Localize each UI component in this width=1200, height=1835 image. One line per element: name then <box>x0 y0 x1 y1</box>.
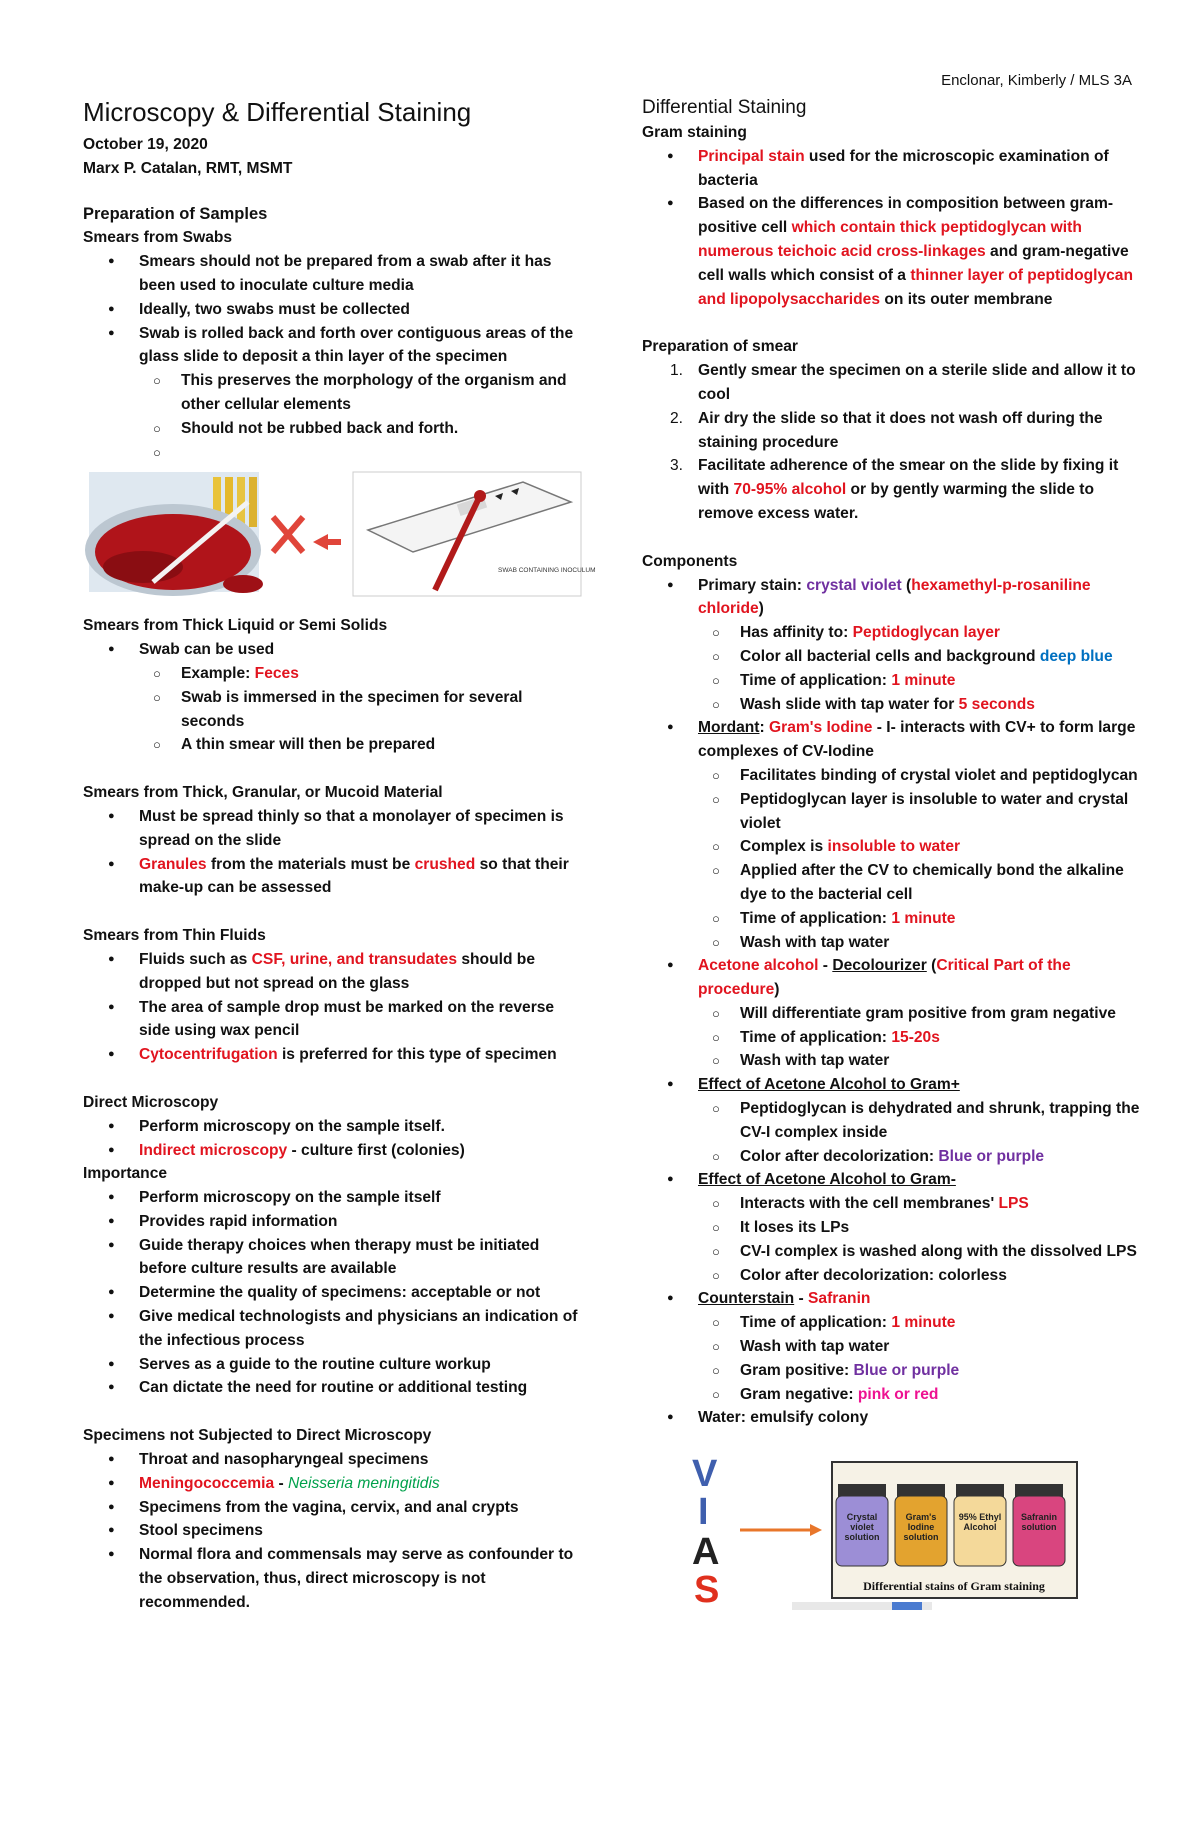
granular-heading: Smears from Thick, Granular, or Mucoid Material <box>83 784 443 802</box>
vias-figure <box>642 1452 1142 1612</box>
thick-list <box>83 638 588 757</box>
bottle-label: Gram's Iodine solution <box>903 1512 939 1543</box>
list-item: ● Determine the quality of specimens: acceptable or not <box>83 1281 588 1305</box>
vias-letter: A <box>692 1531 720 1574</box>
list-item: ● Water: emulsify colony <box>642 1406 1142 1430</box>
list-item: ● Effect of Acetone Alcohol to Gram+ <box>642 1073 1142 1097</box>
list-item: ○ It loses its LPs <box>642 1216 1142 1240</box>
list-item: ● Counterstain - Safranin <box>642 1287 1142 1311</box>
fig-caption: SWAB CONTAINING INOCULUM <box>498 567 596 575</box>
list-item: ● Swab can be used <box>83 638 588 662</box>
thick-heading: Smears from Thick Liquid or Semi Solids <box>83 617 388 635</box>
list-item: ● Can dictate the need for routine or additional testing <box>83 1376 588 1400</box>
list-item: ● Principal stain used for the microscopic examination of bacteria <box>642 145 1142 193</box>
list-item: ○ Will differentiate gram positive from gram negative <box>642 1002 1142 1026</box>
gram-stains-illustration <box>642 1452 1082 1612</box>
list-item: ● Provides rapid information <box>83 1210 588 1234</box>
list-item: 1. Gently smear the specimen on a sterile slide and allow it to cool <box>642 359 1142 407</box>
list-item: ● Normal flora and commensals may serve as confounder to the observation, thus, direct microscopy is not recommended. <box>83 1543 588 1614</box>
list-item: ○ Color after decolorization: Blue or purple <box>642 1145 1142 1169</box>
swabs-list <box>83 250 588 464</box>
right-column <box>642 95 1142 1612</box>
list-item: ○ Color after decolorization: colorless <box>642 1264 1142 1288</box>
list-item: ○ This preserves the morphology of the organism and other cellular elements <box>83 369 588 417</box>
list-item: ○ Should not be rubbed back and forth. <box>83 417 588 441</box>
list-item: ● The area of sample drop must be marked on the reverse side using wax pencil <box>83 996 588 1044</box>
list-item: ● Meningococcemia - Neisseria meningitidis <box>83 1472 588 1496</box>
list-item: ○ Wash with tap water <box>642 931 1142 955</box>
list-item: ● Perform microscopy on the sample itself. <box>83 1115 588 1139</box>
list-item: ○ Applied after the CV to chemically bond the alkaline dye to the bacterial cell <box>642 859 1142 907</box>
swabs-heading: Smears from Swabs <box>83 229 233 247</box>
list-item: ● Based on the differences in composition between gram-positive cell which contain thick peptidoglycan with numerous teichoic acid cross-linkages and gram-negative cell walls which consist of a thinner layer of peptidoglycan and lipopolysaccharides on its outer membrane <box>642 192 1142 311</box>
components-heading: Components <box>642 552 738 570</box>
importance-list <box>83 1186 588 1400</box>
list-item: ○ Gram positive: Blue or purple <box>642 1359 1142 1383</box>
list-item: ○ Complex is insoluble to water <box>642 835 1142 859</box>
list-item: ● Ideally, two swabs must be collected <box>83 298 588 322</box>
section-title: Differential Staining <box>642 97 807 118</box>
list-item: ● Effect of Acetone Alcohol to Gram- <box>642 1168 1142 1192</box>
gram-list <box>642 145 1142 312</box>
list-item: ● Serves as a guide to the routine culture workup <box>83 1353 588 1377</box>
list-item: 3. Facilitate adherence of the smear on the slide by fixing it with 70-95% alcohol or by gently warming the slide to remove excess water. <box>642 454 1142 525</box>
page-title: Microscopy & Differential Staining <box>83 97 472 127</box>
list-item: ● Fluids such as CSF, urine, and transudates should be dropped but not spread on the glass <box>83 948 588 996</box>
list-item: ● Cytocentrifugation is preferred for this type of specimen <box>83 1043 588 1067</box>
list-item: ○ CV-I complex is washed along with the dissolved LPS <box>642 1240 1142 1264</box>
list-item <box>83 441 588 465</box>
author-header: Enclonar, Kimberly / MLS 3A <box>941 72 1132 89</box>
list-item: ○ Example: Feces <box>83 662 588 686</box>
list-item: ○ Has affinity to: Peptidoglycan layer <box>642 621 1142 645</box>
list-item: ○ Swab is immersed in the specimen for several seconds <box>83 686 588 734</box>
direct-list <box>83 1115 588 1163</box>
thin-heading: Smears from Thin Fluids <box>83 927 266 945</box>
list-item: ● Perform microscopy on the sample itself <box>83 1186 588 1210</box>
swab-illustration <box>83 472 596 596</box>
direct-heading: Direct Microscopy <box>83 1093 219 1111</box>
gram-heading: Gram staining <box>642 124 747 141</box>
list-item: ● Granules from the materials must be crushed so that their make-up can be assessed <box>83 853 588 901</box>
list-item: ○ Facilitates binding of crystal violet and peptidoglycan <box>642 764 1142 788</box>
notsub-list <box>83 1448 588 1615</box>
left-column <box>83 95 596 1615</box>
bottle-label: Safranin solution <box>1020 1512 1057 1533</box>
list-item: ○ Interacts with the cell membranes' LPS <box>642 1192 1142 1216</box>
list-item: ○ Wash slide with tap water for 5 seconds <box>642 693 1142 717</box>
list-item: ● Swab is rolled back and forth over contiguous areas of the glass slide to deposit a thin layer of the specimen <box>83 322 588 370</box>
list-item: ○ Wash with tap water <box>642 1049 1142 1073</box>
list-item: ○ Peptidoglycan layer is insoluble to water and crystal violet <box>642 788 1142 836</box>
swab-figure <box>83 472 596 600</box>
vias-letter: S <box>694 1569 720 1612</box>
list-item: ● Stool specimens <box>83 1519 588 1543</box>
list-item: ● Smears should not be prepared from a swab after it has been used to inoculate culture media <box>83 250 588 298</box>
prep-smear-heading: Preparation of smear <box>642 338 798 356</box>
figure-caption: Differential stains of Gram staining <box>863 1579 1045 1594</box>
prep-smear-list <box>642 359 1142 526</box>
list-item: ● Mordant: Gram's Iodine - I- interacts with CV+ to form large complexes of CV-Iodine <box>642 716 1142 764</box>
list-item: 2. Air dry the slide so that it does not wash off during the staining procedure <box>642 407 1142 455</box>
list-item: ○ A thin smear will then be prepared <box>83 733 588 757</box>
prep-heading: Preparation of Samples <box>83 204 268 223</box>
granular-list <box>83 805 588 900</box>
list-item: ● Throat and nasopharyngeal specimens <box>83 1448 588 1472</box>
components-list <box>642 574 1142 1431</box>
list-item: ● Specimens from the vagina, cervix, and anal crypts <box>83 1496 588 1520</box>
list-item: ○ Time of application: 1 minute <box>642 669 1142 693</box>
vias-letter: V <box>692 1453 718 1496</box>
list-item: ○ Time of application: 1 minute <box>642 907 1142 931</box>
list-item: ○ Time of application: 1 minute <box>642 1311 1142 1335</box>
list-item: ● Give medical technologists and physicians an indication of the infectious process <box>83 1305 588 1353</box>
vias-letter: I <box>698 1491 709 1534</box>
bottle-label: Crystal violet solution <box>844 1512 880 1543</box>
instructor: Marx P. Catalan, RMT, MSMT <box>83 159 293 177</box>
lecture-date: October 19, 2020 <box>83 136 208 153</box>
list-item: ● Must be spread thinly so that a monolayer of specimen is spread on the slide <box>83 805 588 853</box>
list-item: ● Guide therapy choices when therapy must be initiated before culture results are available <box>83 1234 588 1282</box>
list-item: ○ Wash with tap water <box>642 1335 1142 1359</box>
thin-list <box>83 948 588 1067</box>
importance-heading: Importance <box>83 1165 168 1183</box>
bottle-label: 95% Ethyl Alcohol <box>958 1512 1002 1533</box>
list-item: ● Primary stain: crystal violet (hexamethyl-p-rosaniline chloride) <box>642 574 1142 622</box>
list-item: ● Indirect microscopy - culture first (colonies) <box>83 1139 588 1163</box>
list-item: ● Acetone alcohol - Decolourizer (Critical Part of the procedure) <box>642 954 1142 1002</box>
notsub-heading: Specimens not Subjected to Direct Microscopy <box>83 1427 432 1445</box>
list-item: ○ Gram negative: pink or red <box>642 1383 1142 1407</box>
list-item: ○ Color all bacterial cells and background deep blue <box>642 645 1142 669</box>
list-item: ○ Time of application: 15-20s <box>642 1026 1142 1050</box>
list-item: ○ Peptidoglycan is dehydrated and shrunk, trapping the CV-I complex inside <box>642 1097 1142 1145</box>
